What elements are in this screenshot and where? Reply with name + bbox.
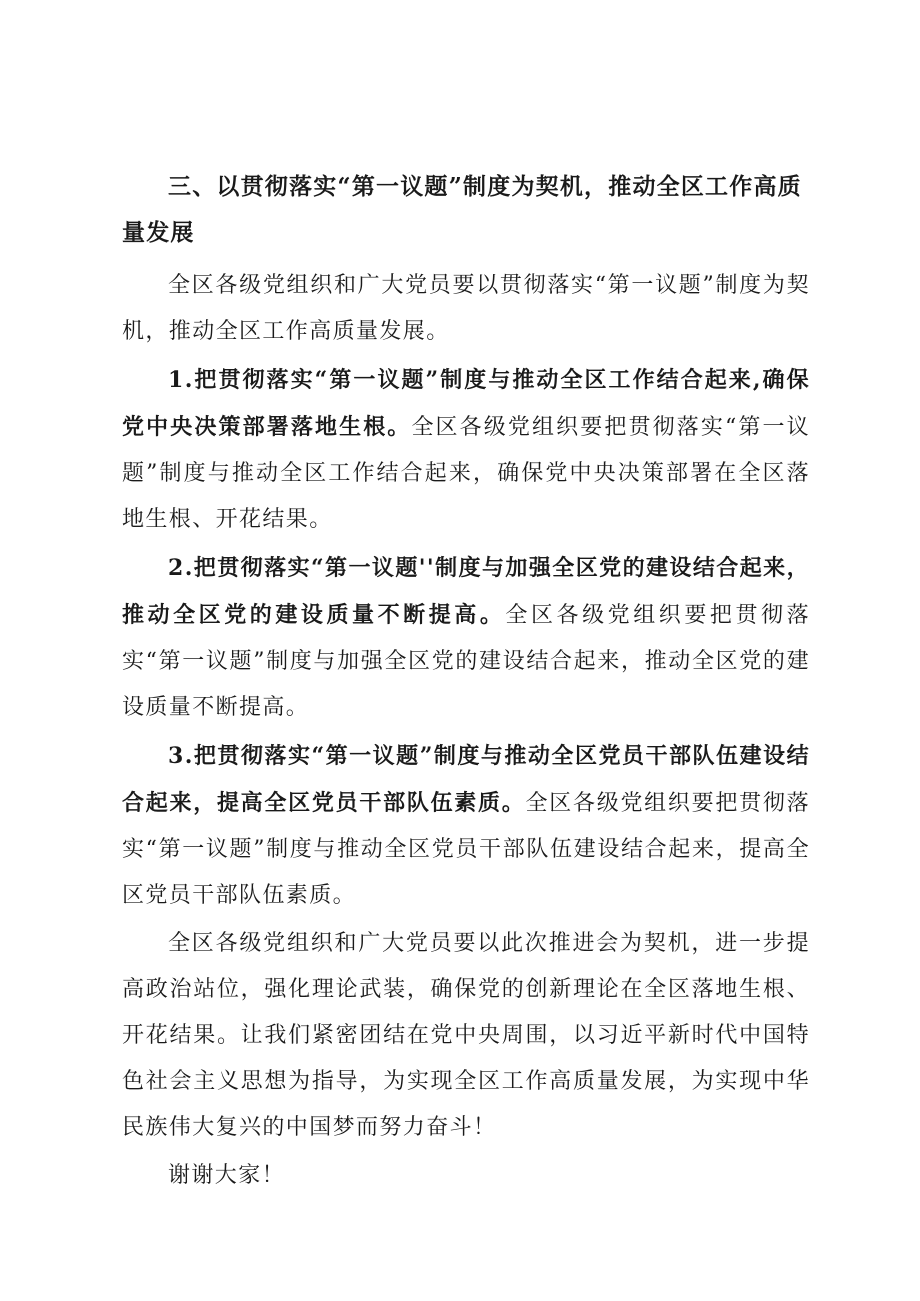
item-paragraph-1 — [122, 357, 810, 543]
item-body-1: 全区各级党组织要把贯彻落实“第一议题”制度与推动全区工作结合起来，确保党中央决策部署在全区落地生根、开花结果。 — [122, 415, 810, 532]
item-paragraph-2 — [122, 545, 810, 731]
item-lead-2: 2.把贯彻落实“第一议题''制度与加强全区党的建设结合起来，推动全区党的建设质量不断提高。 — [122, 555, 810, 628]
item-lead-3: 3.把贯彻落实“第一议题”制度与推动全区党员干部队伍建设结合起来，提高全区党员干部队伍素质。 — [122, 743, 810, 816]
document-page — [122, 164, 810, 1201]
item-body-3: 全区各级党组织要把贯彻落实“第一议题”制度与推动全区党员干部队伍建设结合起来，提高全区党员干部队伍素质。 — [122, 791, 810, 908]
intro-paragraph: 全区各级党组织和广大党员要以贯彻落实“第一议题”制度为契机，推动全区工作高质量发展。 — [122, 273, 810, 344]
item-body-2: 全区各级党组织要把贯彻落实“第一议题”制度与加强全区党的建设结合起来，推动全区党的建设质量不断提高。 — [122, 603, 810, 720]
section-heading: 三、以贯彻落实“第一议题”制度为契机，推动全区工作高质量发展 — [122, 173, 802, 246]
item-lead-1: 1.把贯彻落实“第一议题”制度与推动全区工作结合起来,确保党中央决策部署落地生根。 — [122, 367, 810, 440]
conclusion-paragraph: 全区各级党组织和广大党员要以此次推进会为契机，进一步提高政治站位，强化理论武装，确保党的创新理论在全区落地生根、开花结果。让我们紧密团结在党中央周围，以习近平新时代中国特色社会主义思想为指导，为实现全区工作高质量发展，为实现中华民族伟大复兴的中国梦而努力奋斗！ — [122, 931, 810, 1140]
closing-line: 谢谢大家！ — [168, 1163, 286, 1188]
item-paragraph-3 — [122, 733, 810, 919]
